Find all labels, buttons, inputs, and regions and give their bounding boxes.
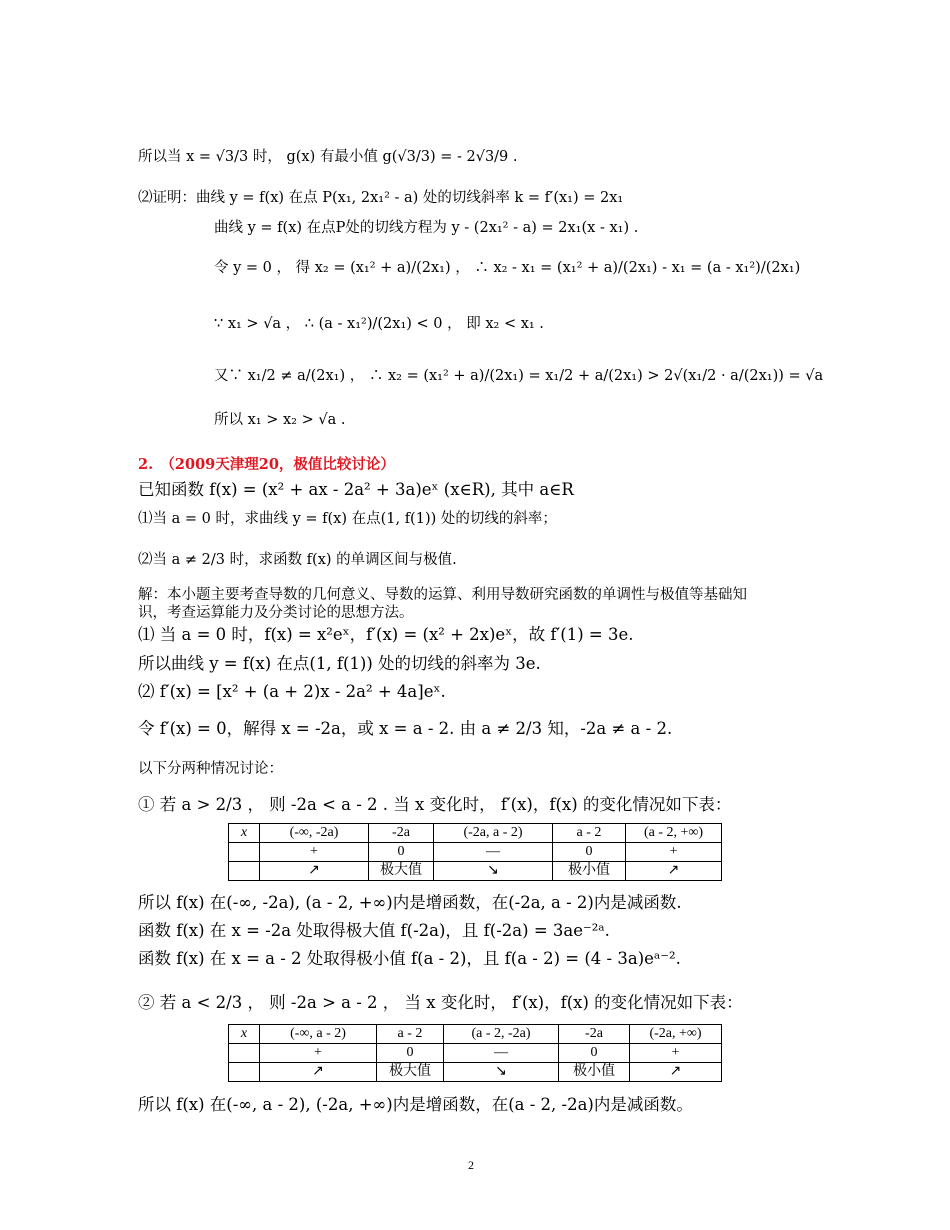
table-cell: +	[630, 1044, 722, 1063]
table-cell	[229, 843, 260, 862]
table-cell: ↗	[630, 1063, 722, 1082]
question-2: ⑵当 a ≠ 2/3 时，求函数 f(x) 的单调区间与极值.	[138, 552, 457, 568]
cases-intro: 以下分两种情况讨论：	[138, 761, 283, 777]
conclusion-line: 所以 x₁ > x₂ > √a .	[214, 412, 346, 428]
table-cell: (a - 2, +∞)	[626, 824, 722, 843]
table-row	[229, 843, 722, 862]
table-cell: —	[434, 843, 553, 862]
table-cell: x	[229, 824, 260, 843]
table-cell: 极小值	[559, 1063, 630, 1082]
solution-part1: ⑴ 当 a = 0 时，f(x) = x²eˣ，f′(x) = (x² + 2x)eˣ，故 f′(1) = 3e.	[138, 625, 634, 644]
problem-statement: 已知函数 f(x) = (x² + ax - 2a² + 3a)eˣ (x∈R), 其中 a∈R	[138, 480, 574, 499]
table-cell: +	[260, 1044, 377, 1063]
solution-slope: 所以曲线 y = f(x) 在点(1, f(1)) 处的切线的斜率为 3e.	[138, 654, 541, 673]
table-cell: a - 2	[553, 824, 626, 843]
table-cell: ↗	[260, 862, 369, 881]
case1-maximum: 函数 f(x) 在 x = -2a 处取得极大值 f(-2a)，且 f(-2a) = 3ae⁻²ᵃ.	[138, 921, 610, 940]
table-cell: ↘	[434, 862, 553, 881]
proof-slope-line: ⑵证明：曲线 y = f(x) 在点 P(x₁, 2x₁² - a) 处的切线斜率 k = f′(x₁) = 2x₁	[138, 190, 624, 206]
question-1: ⑴当 a = 0 时，求曲线 y = f(x) 在点(1, f(1)) 处的切线的斜率；	[138, 511, 557, 527]
table-cell: -2a	[559, 1025, 630, 1044]
table-row	[229, 1044, 722, 1063]
tangent-equation-line: 曲线 y = f(x) 在点P处的切线方程为 y - (2x₁² - a) = 2x₁(x - x₁) .	[214, 220, 639, 236]
table-cell: ↗	[260, 1063, 377, 1082]
table-cell	[229, 1063, 260, 1082]
table-row	[229, 862, 722, 881]
table-cell: 极小值	[553, 862, 626, 881]
min-value-line: 所以当 x = √3/3 时， g(x) 有最小值 g(√3/3) = - 2√3/9 .	[138, 149, 518, 165]
table-cell: 极大值	[369, 862, 434, 881]
table-header-row	[229, 1025, 722, 1044]
table-cell	[229, 862, 260, 881]
problem-heading: 2. （2009天津理20，极值比较讨论）	[138, 456, 395, 473]
table-cell: 0	[377, 1044, 444, 1063]
case1-intro: ① 若 a > 2/3 ， 则 -2a < a - 2 . 当 x 变化时， f′(x)，f(x) 的变化情况如下表：	[138, 795, 732, 814]
table-cell: 0	[559, 1044, 630, 1063]
set-y-zero-line: 令 y = 0 ， 得 x₂ = (x₁² + a)/(2x₁) ， ∴ x₂ - x₁ = (x₁² + a)/(2x₁) - x₁ = (a - x₁²)/(2x₁)	[214, 260, 801, 276]
table-cell: ↗	[626, 862, 722, 881]
table-cell	[229, 1044, 260, 1063]
case1-monotonic: 所以 f(x) 在(-∞, -2a), (a - 2, +∞)内是增函数，在(-2a, a - 2)内是减函数.	[138, 893, 682, 912]
table-cell: x	[229, 1025, 260, 1044]
table-cell: (a - 2, -2a)	[444, 1025, 559, 1044]
table-cell: +	[626, 843, 722, 862]
table-cell: (-∞, -2a)	[260, 824, 369, 843]
case2-monotonic: 所以 f(x) 在(-∞, a - 2), (-2a, +∞)内是增函数，在(a - 2, -2a)内是减函数。	[138, 1095, 693, 1114]
table-cell: -2a	[369, 824, 434, 843]
table-cell: (-2a, +∞)	[630, 1025, 722, 1044]
solution-intro-2: 识，考查运算能力及分类讨论的思想方法。	[138, 605, 414, 621]
table-cell: 0	[553, 843, 626, 862]
critical-points-line: 令 f′(x) = 0，解得 x = -2a，或 x = a - 2. 由 a ≠ 2/3 知，-2a ≠ a - 2.	[138, 719, 673, 738]
table-header-row	[229, 824, 722, 843]
table-cell: (-∞, a - 2)	[260, 1025, 377, 1044]
case1-variation-table	[228, 823, 722, 881]
am-gm-line: 又∵ x₁/2 ≠ a/(2x₁) ， ∴ x₂ = (x₁² + a)/(2x₁) = x₁/2 + a/(2x₁) > 2√(x₁/2 · a/(2x₁)) = √a	[214, 368, 824, 384]
since-line: ∵ x₁ > √a ， ∴ (a - x₁²)/(2x₁) < 0 ， 即 x₂ < x₁ .	[214, 316, 544, 332]
case1-minimum: 函数 f(x) 在 x = a - 2 处取得极小值 f(a - 2)，且 f(a - 2) = (4 - 3a)eᵃ⁻².	[138, 949, 681, 968]
table-cell: 极大值	[377, 1063, 444, 1082]
page-number: 2	[468, 1158, 474, 1172]
table-cell: +	[260, 843, 369, 862]
table-cell: a - 2	[377, 1025, 444, 1044]
table-cell: 0	[369, 843, 434, 862]
table-cell: (-2a, a - 2)	[434, 824, 553, 843]
table-row	[229, 1063, 722, 1082]
derivative-line: ⑵ f′(x) = [x² + (a + 2)x - 2a² + 4a]eˣ.	[138, 682, 446, 701]
table-cell: —	[444, 1044, 559, 1063]
solution-intro-1: 解：本小题主要考查导数的几何意义、导数的运算、利用导数研究函数的单调性与极值等基础知	[138, 587, 747, 603]
case2-intro: ② 若 a < 2/3 ， 则 -2a > a - 2 ， 当 x 变化时， f′(x)，f(x) 的变化情况如下表：	[138, 993, 743, 1012]
table-cell: ↘	[444, 1063, 559, 1082]
case2-variation-table	[228, 1024, 722, 1082]
